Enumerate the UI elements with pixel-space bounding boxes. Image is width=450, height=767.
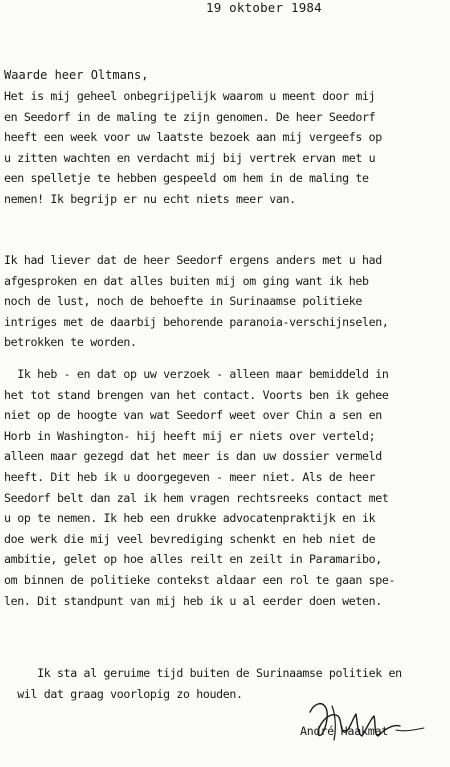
text-line: noch de lust, noch de behoefte in Surinaamse politieke	[4, 294, 363, 309]
letter-date: 19 oktober 1984	[206, 0, 322, 15]
text-line: doe werk die mij veel bevrediging schenkt en heb niet de	[4, 531, 376, 546]
paragraph-1	[4, 86, 448, 210]
text-line: u op te nemen. Ik heb een drukke advocatenpraktijk en ik	[4, 511, 376, 526]
text-line: Ik had liever dat de heer Seedorf ergens anders met u had	[4, 253, 382, 267]
text-line: ambitie, gelet op hoe alles reilt en zeilt in Paramaribo,	[4, 552, 382, 567]
text-line: afgesproken en dat alles buiten mij om ging want ik heb	[4, 273, 369, 288]
text-line: nemen! Ik begrijp er nu echt niets meer van.	[4, 191, 296, 206]
salutation: Waarde heer Oltmans,	[4, 68, 149, 82]
text-line: Horb in Washington- hij heeft mij er niets over verteld;	[4, 428, 376, 443]
text-line: om binnen de politieke contekst aldaar een rol te gaan spe-	[4, 572, 396, 587]
text-line: Ik sta al geruime tijd buiten de Surinaamse politiek en	[4, 666, 402, 680]
text-line: en Seedorf in de maling te zijn genomen. De heer Seedorf	[4, 109, 376, 124]
text-line: betrokken te worden.	[4, 335, 137, 350]
paragraph-3	[4, 364, 448, 611]
text-line: u zitten wachten en verdacht mij bij vertrek ervan met u	[4, 150, 376, 165]
text-line: een spelletje te hebben gespeeld om hem in de maling te	[4, 171, 369, 186]
signature-name: André Haakmat	[300, 724, 389, 738]
signature-block	[296, 690, 446, 760]
text-line: Het is mij geheel onbegrijpelijk waarom u meent door mij	[4, 89, 376, 103]
text-line: intriges met de daarbij behorende paranoia-verschijnselen,	[4, 314, 389, 329]
text-line: len. Dit standpunt van mij heb ik u al eerder doen weten.	[4, 593, 382, 608]
text-line: het tot stand brengen van het contact. Voorts ben ik gehee	[4, 387, 389, 402]
text-line: niet op de hoogte van wat Seedorf weet over Chin a sen en	[4, 408, 382, 423]
text-line: Seedorf belt dan zal ik hem vragen rechtsreeks contact met	[4, 490, 389, 505]
text-line: heeft. Dit heb ik u doorgegeven - meer niet. Als de heer	[4, 469, 376, 484]
paragraph-2	[4, 250, 448, 353]
text-line: wil dat graag voorlopig zo houden.	[4, 686, 243, 701]
text-line: alleen maar gezegd dat het meer is dan uw dossier vermeld	[4, 449, 382, 464]
text-line: heeft een week voor uw laatste bezoek aan mij vergeefs op	[4, 130, 382, 145]
text-line: Ik heb - en dat op uw verzoek - alleen maar bemiddeld in	[4, 367, 389, 381]
